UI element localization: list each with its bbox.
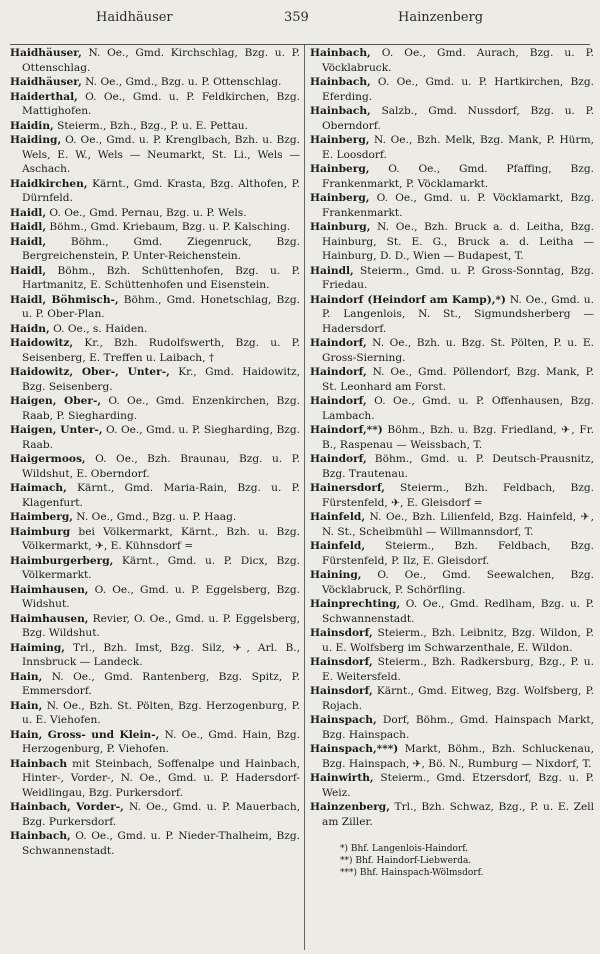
column-divider	[304, 45, 305, 950]
entry-headword: Hainbach	[10, 757, 68, 770]
gazetteer-entry	[10, 583, 300, 612]
entry-text: Revier, O. Oe., Gmd. u. P. Eggelsberg, Bzg. Wildshut.	[22, 612, 300, 639]
entry-text: Steierm., Gmd. Etzersdorf, Bzg. u. P. Weiz.	[322, 772, 594, 799]
gazetteer-entry	[10, 670, 300, 699]
entry-text: N. Oe., Gmd., Bzg. u. P. Ottenschlag.	[81, 76, 282, 88]
gazetteer-entry	[310, 742, 594, 771]
gazetteer-entry	[310, 336, 594, 365]
gazetteer-entry	[310, 293, 594, 337]
gazetteer-entry	[310, 220, 594, 264]
gazetteer-entry	[10, 177, 300, 206]
entry-text: N. Oe., Bzh. Melk, Bzg. Mank, P. Hürm, E. Loosdorf.	[322, 134, 594, 161]
page-number: 359	[284, 10, 309, 25]
gazetteer-entry	[310, 452, 594, 481]
entry-headword: Haimhausen,	[10, 583, 89, 596]
gazetteer-entry	[10, 206, 300, 221]
entry-headword: Haidhäuser,	[10, 47, 82, 59]
entry-text: Kärnt., Gmd. Krasta, Bzg. Althofen, P. Dürnfeld.	[22, 177, 300, 204]
entry-text: Böhm., Gmd. Ziegenruck, Bzg. Bergreichenstein, P. Unter-Reichenstein.	[22, 235, 300, 262]
entry-headword: Haidl,	[10, 235, 47, 248]
entry-headword: Hainbach,	[10, 830, 71, 842]
entry-headword: Haindl,	[310, 264, 354, 277]
entry-text: O. Oe., Gmd. u. P. Hartkirchen, Bzg. Eferding.	[322, 76, 594, 103]
entry-headword: Haigen, Unter-,	[10, 424, 103, 436]
gazetteer-entry	[310, 568, 594, 597]
entry-headword: Haidl,	[10, 264, 47, 277]
gazetteer-entry	[10, 322, 300, 337]
footnote: *) Bhf. Langenlois-Haindorf.	[340, 844, 469, 854]
entry-text: N. Oe., Gmd. u. P. Mauerbach, Bzg. Purkersdorf.	[22, 801, 301, 828]
entry-text: Steierm., Bzh. Leibnitz, Bzg. Wildon, P. u. E. Wolfsberg im Schwarzenthale, E. Wildon.	[322, 627, 594, 654]
entry-headword: Hainbach,	[310, 76, 371, 88]
entry-text: O. Oe., Gmd. u. P. Eggelsberg, Bzg. Widshut.	[22, 583, 300, 610]
entry-headword: Haimhausen,	[10, 612, 89, 625]
entry-headword: Hain, Gross- und Klein-,	[10, 728, 160, 741]
entry-headword: Hainsdorf,	[310, 656, 373, 668]
gazetteer-entry	[310, 713, 594, 742]
entry-text: Kärnt., Gmd. Eitweg, Bzg. Wolfsberg, P. Rojach.	[322, 685, 594, 712]
gazetteer-entry	[310, 46, 594, 75]
right-column	[310, 46, 594, 879]
entry-text: Böhm., Gmd. u. P. Deutsch-Prausnitz, Bzg. Trautenau.	[322, 453, 594, 480]
entry-headword: Hainberg,	[310, 163, 370, 175]
entry-text: N. Oe., Gmd. Pöllendorf, Bzg. Mank, P. St. Leonhard am Forst.	[322, 366, 594, 393]
entry-headword: Haimburg	[10, 525, 71, 538]
entry-headword: Hainbach, Vorder-,	[10, 801, 124, 813]
entry-text: Markt, Böhm., Bzh. Schluckenau, Bzg. Hainspach, ✈, Bö. N., Rumburg — Nixdorf, T.	[322, 743, 594, 770]
entry-text: mit Steinbach, Soffenalpe und Hainbach, Hinter-, Vorder-, N. Oe., Gmd. u. P. Hadersdorf-Weidlingau, Bzg. Purkersdorf.	[22, 757, 300, 799]
gazetteer-entry	[10, 293, 300, 322]
entry-headword: Haindorf (Heindorf am Kamp),*)	[310, 293, 506, 306]
entry-headword: Hain,	[10, 699, 43, 712]
entry-text: Kr., Bzh. Rudolfswerth, Bzg. u. P. Seisenberg, E. Treffen u. Laibach, †	[22, 337, 300, 364]
gazetteer-entry	[10, 525, 300, 554]
entry-headword: Hain,	[10, 670, 43, 683]
entry-text: O. Oe., Gmd. Pernau, Bzg. u. P. Wels.	[46, 206, 247, 219]
gazetteer-entry	[310, 771, 594, 800]
entry-headword: Hainzenberg,	[310, 801, 390, 813]
entry-text: O. Oe., Gmd. Seewalchen, Bzg. Vöcklabruck, P. Schörfling.	[322, 569, 594, 596]
header-right-keyword: Hainzenberg	[398, 10, 484, 25]
entry-text: O. Oe., Gmd. Pfaffing, Bzg. Frankenmarkt, P. Vöcklamarkt.	[322, 163, 594, 190]
footnote: **) Bhf. Haindorf-Liebwerda.	[340, 856, 472, 866]
gazetteer-entry	[10, 699, 300, 728]
gazetteer-entry	[10, 481, 300, 510]
gazetteer-entry	[10, 554, 300, 583]
gazetteer-entry	[310, 597, 594, 626]
gazetteer-entry	[310, 800, 594, 829]
gazetteer-entry	[310, 510, 594, 539]
entry-headword: Haiming,	[10, 641, 65, 654]
gazetteer-entry	[310, 684, 594, 713]
header-rule	[10, 44, 590, 45]
gazetteer-entry	[310, 75, 594, 104]
entry-text: O. Oe., s. Haiden.	[49, 322, 148, 335]
gazetteer-entry	[10, 75, 300, 90]
entry-headword: Haidl, Böhmisch-,	[10, 293, 119, 306]
entry-headword: Hainersdorf,	[310, 482, 385, 494]
entry-headword: Haidn,	[10, 322, 50, 335]
entry-text: Böhm., Bzh. u. Bzg. Friedland, ✈, Fr. B., Raspenau — Weissbach, T.	[322, 424, 594, 451]
gazetteer-entry	[10, 365, 300, 394]
gazetteer-entry	[10, 394, 300, 423]
gazetteer-entry	[10, 757, 300, 801]
entry-text: N. Oe., Bzh. u. Bzg. St. Pölten, P. u. E. Gross-Sierning.	[322, 337, 594, 364]
entry-text: Steierm., Bzh. Radkersburg, Bzg., P. u. E. Weitersfeld.	[322, 656, 594, 683]
entry-headword: Haiderthal,	[10, 90, 78, 103]
entry-text: Kärnt., Gmd. u. P. Dicx, Bzg. Völkermarkt.	[22, 554, 300, 581]
entry-text: N. Oe., Bzh. St. Pölten, Bzg. Herzogenburg, P. u. E. Viehofen.	[22, 699, 300, 726]
entry-headword: Hainberg,	[310, 192, 370, 204]
entry-headword: Haigermoos,	[10, 453, 86, 465]
gazetteer-entry	[10, 90, 300, 119]
gazetteer-entry	[310, 365, 594, 394]
left-column	[10, 46, 300, 858]
entry-headword: Haidkirchen,	[10, 177, 88, 190]
entry-text: Steierm., Gmd. u. P. Gross-Sonntag, Bzg. Friedau.	[322, 264, 594, 291]
gazetteer-entry	[10, 829, 300, 858]
entry-text: O. Oe., Gmd. u. P. Offenhausen, Bzg. Lambach.	[322, 395, 594, 422]
entry-headword: Haiding,	[10, 134, 62, 146]
entry-text: Steierm., Bzh., Bzg., P. u. E. Pettau.	[53, 119, 248, 132]
gazetteer-entry	[10, 800, 300, 829]
gazetteer-entry	[310, 104, 594, 133]
header-left-keyword: Haidhäuser	[96, 10, 173, 25]
entry-headword: Haidowitz,	[10, 337, 74, 349]
gazetteer-entry	[310, 423, 594, 452]
entry-text: O. Oe., Gmd. u. P. Vöcklamarkt, Bzg. Frankenmarkt.	[322, 192, 594, 219]
entry-text: Dorf, Böhm., Gmd. Hainspach Markt, Bzg. Hainspach.	[322, 714, 594, 741]
entry-text: N. Oe., Gmd. Kirchschlag, Bzg. u. P. Ottenschlag.	[22, 47, 300, 74]
gazetteer-entry	[10, 641, 300, 670]
entry-headword: Haidl,	[10, 221, 47, 233]
entry-headword: Haimburgerberg,	[10, 554, 114, 567]
gazetteer-entry	[310, 162, 594, 191]
entry-headword: Haining,	[310, 569, 362, 581]
gazetteer-entry	[10, 264, 300, 293]
entry-headword: Haidl,	[10, 206, 47, 219]
gazetteer-entry	[310, 133, 594, 162]
entry-headword: Haimberg,	[10, 511, 73, 523]
entry-text: Salzb., Gmd. Nussdorf, Bzg. u. P. Oberndorf.	[322, 105, 594, 132]
entry-text: O. Oe., Bzh. Braunau, Bzg. u. P. Wildshut, E. Oberndorf.	[22, 453, 300, 480]
entry-text: Steierm., Bzh. Feldbach, Bzg. Fürstenfeld, P. Ilz, E. Gleisdorf.	[322, 540, 594, 567]
gazetteer-entry	[10, 336, 300, 365]
entry-headword: Hainfeld,	[310, 540, 366, 552]
running-header	[0, 10, 600, 32]
entry-text: N. Oe., Bzh. Bruck a. d. Leitha, Bzg. Hainburg, St. E. G., Bruck a. d. Leitha — Hainburg, D. D., Wien — Budapest, T.	[322, 221, 594, 262]
entry-headword: Hainprechting,	[310, 598, 401, 610]
entry-text: N. Oe., Gmd. Hain, Bzg. Herzogenburg, P. Viehofen.	[22, 728, 300, 755]
entry-text: O. Oe., Gmd. u. P. Nieder-Thalheim, Bzg. Schwannenstadt.	[22, 830, 300, 857]
entry-headword: Hainwirth,	[310, 772, 374, 784]
gazetteer-entry	[10, 220, 300, 235]
gazetteer-entry	[10, 46, 300, 75]
gazetteer-entry	[10, 510, 300, 525]
entry-headword: Hainfeld,	[310, 511, 366, 523]
entry-headword: Hainsdorf,	[310, 685, 373, 697]
entry-headword: Haigen, Ober-,	[10, 395, 102, 407]
gazetteer-entry	[10, 423, 300, 452]
entry-text: Kr., Gmd. Haidowitz, Bzg. Seisenberg.	[22, 366, 300, 393]
gazetteer-entry	[10, 452, 300, 481]
entry-headword: Haidowitz, Ober-, Unter-,	[10, 366, 170, 378]
footnotes	[310, 843, 594, 879]
gazetteer-entry	[310, 264, 594, 293]
entry-headword: Hainbach,	[310, 105, 371, 117]
gazetteer-entry	[310, 655, 594, 684]
entry-headword: Haidhäuser,	[10, 76, 82, 88]
entry-text: bei Völkermarkt, Kärnt., Bzh. u. Bzg. Völkermarkt, ✈, E. Kühnsdorf =	[22, 525, 300, 552]
entry-headword: Hainbach,	[310, 47, 371, 59]
entry-headword: Haindorf,	[310, 366, 367, 378]
entry-text: Steierm., Bzh. Feldbach, Bzg. Fürstenfeld, ✈, E. Gleisdorf =	[322, 482, 594, 509]
entry-headword: Haindorf,	[310, 395, 367, 407]
gazetteer-entry	[10, 235, 300, 264]
entry-headword: Hainspach,	[310, 714, 377, 726]
entry-headword: Haindorf,**)	[310, 424, 383, 436]
entry-text: N. Oe., Gmd., Bzg. u. P. Haag.	[72, 511, 237, 523]
footnote: ***) Bhf. Hainspach-Wölmsdorf.	[340, 868, 484, 878]
entry-text: Böhm., Bzh. Schüttenhofen, Bzg. u. P. Hartmanitz, E. Schüttenhofen und Eisenstein.	[22, 264, 300, 291]
entry-text: Kärnt., Gmd. Maria-Rain, Bzg. u. P. Klagenfurt.	[22, 482, 300, 509]
gazetteer-entry	[310, 191, 594, 220]
gazetteer-entry	[310, 539, 594, 568]
entry-headword: Haindorf,	[310, 337, 367, 349]
gazetteer-entry	[10, 612, 300, 641]
entry-text: Trl., Bzh. Imst, Bzg. Silz, ✈, Arl. B., Innsbruck — Landeck.	[22, 641, 300, 668]
right-column-entries	[310, 46, 594, 829]
gazetteer-entry	[10, 728, 300, 757]
entry-headword: Haimach,	[10, 482, 67, 494]
entry-headword: Hainsdorf,	[310, 627, 373, 639]
entry-text: O. Oe., Gmd. Redlham, Bzg. u. P. Schwannenstadt.	[322, 598, 594, 625]
entry-text: Trl., Bzh. Schwaz, Bzg., P. u. E. Zell am Ziller.	[322, 801, 594, 828]
entry-text: N. Oe., Gmd. u. P. Langenlois, N. St., Sigmundsherberg — Hadersdorf.	[322, 293, 594, 335]
entry-headword: Hainberg,	[310, 134, 370, 146]
entry-text: O. Oe., Gmd. u. P. Siegharding, Bzg. Raab.	[22, 424, 300, 451]
entry-text: N. Oe., Gmd. Rantenberg, Bzg. Spitz, P. Emmersdorf.	[22, 670, 300, 697]
entry-text: O. Oe., Gmd. u. P. Feldkirchen, Bzg. Mattighofen.	[22, 90, 300, 117]
gazetteer-entry	[310, 394, 594, 423]
gazetteer-entry	[310, 626, 594, 655]
gazetteer-entry	[310, 481, 594, 510]
gazetteer-entry	[10, 119, 300, 134]
gazetteer-entry	[10, 133, 300, 177]
entry-text: Böhm., Gmd. Honetschlag, Bzg. u. P. Ober-Plan.	[22, 293, 300, 320]
entry-headword: Haindorf,	[310, 453, 367, 465]
entry-text: O. Oe., Gmd. Aurach, Bzg. u. P. Vöcklabruck.	[322, 47, 594, 74]
entry-headword: Haidin,	[10, 119, 54, 132]
entry-text: O. Oe., Gmd. u. P. Krenglbach, Bzh. u. Bzg. Wels, E. W., Wels — Neumarkt, St. Li., Wels — Aschach.	[22, 134, 300, 175]
entry-text: Böhm., Gmd. Kriebaum, Bzg. u. P. Kalsching.	[46, 221, 291, 233]
entry-text: N. Oe., Bzh. Lilienfeld, Bzg. Hainfeld, ✈, N. St., Scheibmühl — Willmannsdorf, T.	[322, 511, 594, 538]
entry-headword: Hainburg,	[310, 221, 371, 233]
entry-headword: Hainspach,***)	[310, 743, 399, 755]
entry-text: O. Oe., Gmd. Enzenkirchen, Bzg. Raab, P. Siegharding.	[22, 395, 300, 422]
